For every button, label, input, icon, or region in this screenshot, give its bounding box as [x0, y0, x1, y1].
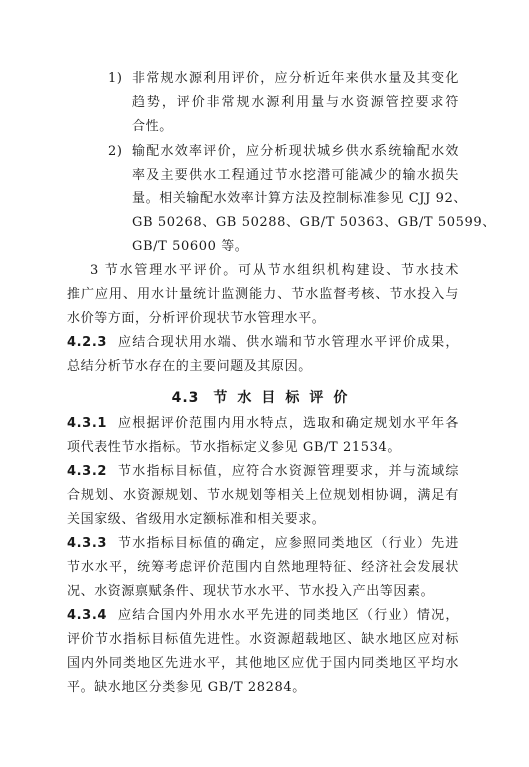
text-line: 评价节水指标目标值先进性。水资源超载地区、缺水地区应对标 — [67, 632, 459, 647]
section-title: 节水目标评价 — [213, 390, 358, 406]
text-line: 非常规水源利用评价，应分析近年来供水量及其变化 — [132, 71, 459, 86]
text-line: 况、水资源禀赋条件、现状节水水平、节水投入产出等因素。 — [67, 584, 435, 599]
item-marker: 2) — [108, 144, 123, 159]
clause-number: 4.3.2 — [67, 464, 108, 479]
text-line: 国内外同类地区先进水平，其他地区应优于国内同类地区平均水 — [67, 656, 459, 671]
text-line: 合规划、水资源规划、节水规划等相关上位规划相协调，满足有 — [67, 488, 459, 503]
text-line: 输配水效率评价，应分析现状城乡供水系统输配水效 — [132, 144, 459, 159]
text-line: 项代表性节水指标。节水指标定义参见 GB/T 21534。 — [67, 440, 402, 455]
text-line: 应结合现状用水端、供水端和节水管理水平评价成果， — [118, 335, 459, 350]
item-marker: 1) — [108, 71, 123, 86]
clause-number: 4.3.1 — [67, 416, 108, 431]
text-line: 合性。 — [132, 119, 173, 134]
text-line: 水价等方面，分析评价现状节水管理水平。 — [67, 311, 326, 326]
text-line: 平。缺水地区分类参见 GB/T 28284。 — [67, 680, 306, 695]
section-number: 4.3 — [171, 390, 200, 406]
text-line: 量。相关输配水效率计算方法及控制标准参见 CJJ 92、 — [132, 191, 467, 206]
text-line: 推广应用、用水计量统计监测能力、节水监督考核、节水投入与 — [67, 287, 459, 302]
text-line: 关国家级、省级用水定额标准和相关要求。 — [67, 512, 326, 527]
text-line: GB 50268、GB 50288、GB/T 50363、GB/T 50599、 — [132, 215, 496, 230]
text-line: 3 节水管理水平评价。可从节水组织机构建设、节水技术 — [90, 263, 459, 278]
text-line: 总结分析节水存在的主要问题及其原因。 — [67, 359, 312, 374]
clause-number: 4.3.4 — [67, 608, 108, 623]
text-line: GB/T 50600 等。 — [132, 239, 249, 254]
section-heading — [0, 387, 529, 407]
text-line: 节水指标目标值，应符合水资源管理要求，并与流域综 — [118, 464, 459, 479]
text-line: 率及主要供水工程通过节水挖潜可能减少的输水损失 — [132, 168, 459, 183]
text-line: 趋势，评价非常规水源利用量与水资源管控要求符 — [132, 95, 459, 110]
text-line: 节水水平，统筹考虑评价范围内自然地理特征、经济社会发展状 — [67, 560, 459, 575]
text-line: 应结合国内外用水水平先进的同类地区（行业）情况， — [118, 608, 459, 623]
clause-number: 4.2.3 — [67, 335, 108, 350]
clause-number: 4.3.3 — [67, 536, 108, 551]
text-line: 节水指标目标值的确定，应参照同类地区（行业）先进 — [118, 536, 459, 551]
text-line: 应根据评价范围内用水特点，选取和确定规划水平年各 — [118, 416, 459, 431]
